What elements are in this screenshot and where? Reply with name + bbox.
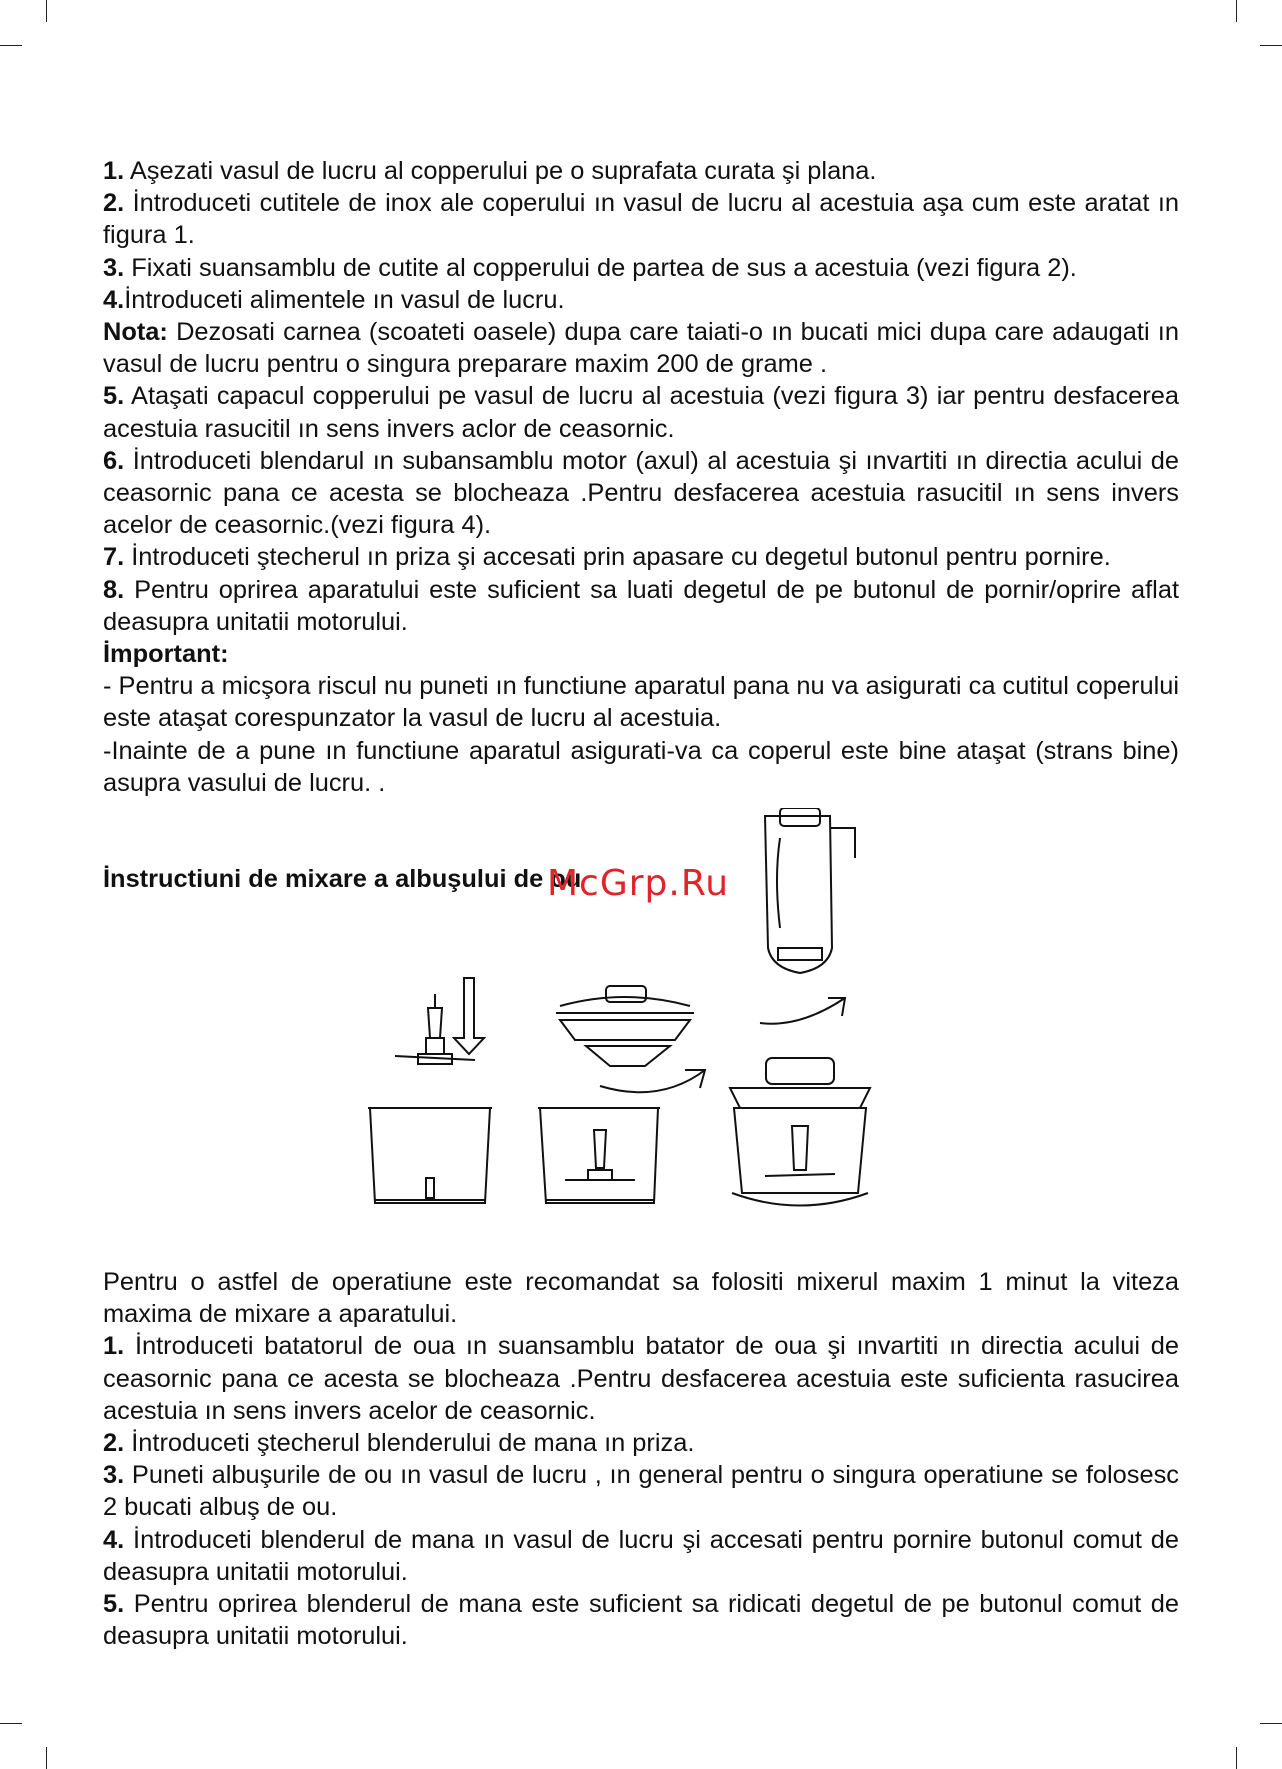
step-8 — [103, 574, 1179, 638]
lid-assembly-illustration — [556, 986, 705, 1092]
step-text: İntroduceti cutitele de inox ale coperului ın vasul de lucru al acestuia aşa cum este aratat ın figura 1. — [103, 189, 1179, 250]
step-number: 8. — [103, 575, 125, 604]
step-2 — [103, 187, 1179, 251]
step-number: 3. — [103, 1461, 125, 1490]
step-text: Ataşati capacul copperului pe vasul de lucru al acestuia (vezi figura 3) iar pentru desfacerea acestuia rasucitil ın sens invers aclor de ceasornic. — [103, 382, 1179, 443]
step-3 — [103, 252, 1179, 284]
assembled-chopper-illustration — [730, 1058, 870, 1206]
step-text: Fixati suansamblu de cutite al copperului de partea de sus a acestuia (vezi figura 2). — [124, 253, 1077, 282]
important-title: İmportant: — [103, 640, 229, 669]
bowl-with-blade-illustration — [538, 1108, 660, 1203]
work-bowl-illustration — [368, 1108, 492, 1203]
step-number: 2. — [103, 189, 125, 218]
crop-mark — [46, 1747, 47, 1769]
step-number: 4. — [103, 1525, 125, 1554]
step-text: Aşezati vasul de lucru al copperului pe o suprafata curata şi plana. — [124, 157, 877, 185]
crop-mark — [1236, 1747, 1237, 1769]
egg-step-5 — [103, 1588, 1179, 1652]
egg-white-instructions — [103, 1266, 1179, 1652]
important-line-2: -Inainte de a pune ın functiune aparatul asigurati-va ca coperul este bine ataşat (strans bine) asupra vasului de lucru. . — [103, 736, 1179, 797]
egg-section-heading: İnstructiuni de mixare a albuşului de ou — [103, 865, 582, 893]
egg-step-3 — [103, 1459, 1179, 1523]
note — [103, 316, 1179, 380]
egg-step-1 — [103, 1330, 1179, 1427]
assembly-figure — [360, 808, 920, 1228]
crop-mark — [1236, 0, 1237, 22]
step-number: 1. — [103, 157, 125, 185]
step-text: İntroduceti batatorul de oua ın suansamblu batator de oua şi ınvartiti ın directia acului de ceasornic pana ce acesta se blocheaza .Pentru desfacerea acestuia este suficienta rasucirea acestuia ın sens invers acelor de ceasornic. — [103, 1332, 1179, 1425]
intro-paragraph: Pentru o astfel de operatiune este recomandat sa folositi mixerul maxim 1 minut la viteza maxima de mixare a aparatului. — [103, 1268, 1179, 1329]
step-number: 1. — [103, 1332, 125, 1361]
step-text: İntroduceti alimentele ın vasul de lucru. — [124, 285, 565, 314]
step-text: İntroduceti ştecherul ın priza şi accesati prin apasare cu degetul butonul pentru pornire. — [124, 543, 1111, 572]
note-text: Dezosati carnea (scoateti oasele) dupa care taiati-o ın bucati mici dupa care adaugati ın vasul de lucru pentru o singura preparare maxim 200 de grame . — [103, 318, 1179, 379]
step-1 — [103, 155, 1179, 187]
motor-unit-illustration — [760, 808, 855, 1024]
step-text: İntroduceti blenderul de mana ın vasul de lucru şi accesati pentru pornire butonul comut de deasupra unitatii motorului. — [103, 1525, 1179, 1586]
step-number: 3. — [103, 253, 125, 282]
crop-mark — [0, 1723, 22, 1724]
crop-mark — [0, 45, 22, 46]
chopper-instructions — [103, 155, 1179, 799]
step-text: Pentru oprirea aparatului este suficient sa luati degetul de pe butonul de pornir/oprire aflat deasupra unitatii motorului. — [103, 575, 1179, 636]
step-number: 4. — [103, 285, 125, 314]
egg-step-2 — [103, 1427, 1179, 1459]
watermark: McGrp.Ru — [547, 863, 730, 904]
step-number: 7. — [103, 543, 125, 572]
crop-mark — [46, 0, 47, 22]
step-7 — [103, 541, 1179, 573]
step-text: İntroduceti ştecherul blenderului de mana ın priza. — [124, 1429, 695, 1458]
step-text: İntroduceti blendarul ın subansamblu motor (axul) al acestuia şi ınvartiti ın directia acului de ceasornic pana ce acesta se blocheaza .Pentru desfacerea acestuia rasucitil ın sens invers acelor de ceasornic.(vezi figura 4). — [103, 446, 1179, 540]
important-line-1: - Pentru a micşora riscul nu puneti ın functiune aparatul pana nu va asigurati ca cutitul coperului este ataşat corespunzator la vasul de lucru al acestuia. — [103, 672, 1179, 733]
step-text: Pentru oprirea blenderul de mana este suficient sa ridicati degetul de pe butonul comut de deasupra unitatii motorului. — [103, 1590, 1179, 1651]
step-text: Puneti albuşurile de ou ın vasul de lucru , ın general pentru o singura operatiune se folosesc 2 bucati albuş de ou. — [103, 1461, 1179, 1522]
step-number: 5. — [103, 382, 125, 411]
crop-mark — [1260, 1723, 1282, 1724]
note-label: Nota: — [103, 318, 168, 347]
step-5 — [103, 380, 1179, 444]
step-number: 2. — [103, 1429, 125, 1458]
crop-mark — [1260, 45, 1282, 46]
step-number: 6. — [103, 446, 125, 475]
blade-insert-illustration — [395, 978, 484, 1064]
egg-step-4 — [103, 1524, 1179, 1588]
step-number: 5. — [103, 1590, 125, 1619]
step-6 — [103, 445, 1179, 542]
step-4 — [103, 284, 1179, 316]
